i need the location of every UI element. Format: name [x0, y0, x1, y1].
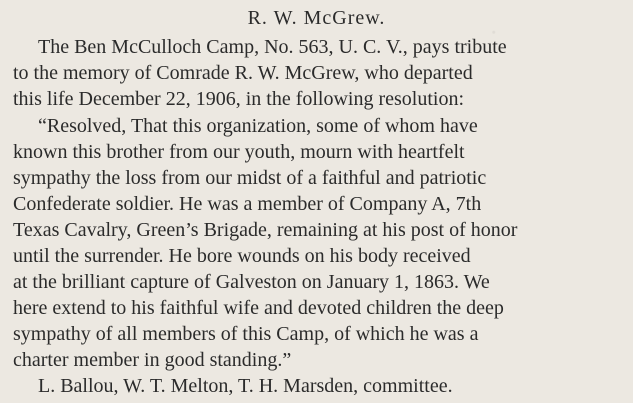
article-title: R. W. McGrew. — [247, 7, 386, 29]
resolution-line: charter member in good standing.” — [13, 349, 292, 371]
resolution-line: sympathy of all members of this Camp, of which he was a — [13, 323, 479, 345]
resolution-line: here extend to his faithful wife and devoted children the deep — [13, 297, 504, 319]
resolution-line: at the brilliant capture of Galveston on January 1, 1863. We — [13, 271, 490, 293]
resolution-line: sympathy the loss from our midst of a faithful and patriotic — [13, 167, 487, 189]
resolution-line: Confederate soldier. He was a member of Company A, 7th — [13, 193, 482, 215]
paragraph-line: this life December 22, 1906, in the following resolution: — [13, 88, 465, 110]
paragraph-line: to the memory of Comrade R. W. McGrew, who departed — [13, 62, 473, 84]
resolution-line: Texas Cavalry, Green’s Brigade, remaining at his post of honor — [13, 219, 518, 241]
resolution-line: “Resolved, That this organization, some of whom have — [38, 115, 478, 137]
committee-signature: L. Ballou, W. T. Melton, T. H. Marsden, committee. — [38, 375, 453, 397]
resolution-line: known this brother from our youth, mourn with heartfelt — [13, 141, 465, 163]
paragraph-line: The Ben McCulloch Camp, No. 563, U. C. V., pays tribute — [38, 36, 507, 58]
resolution-line: until the surrender. He bore wounds on his body received — [13, 245, 471, 267]
